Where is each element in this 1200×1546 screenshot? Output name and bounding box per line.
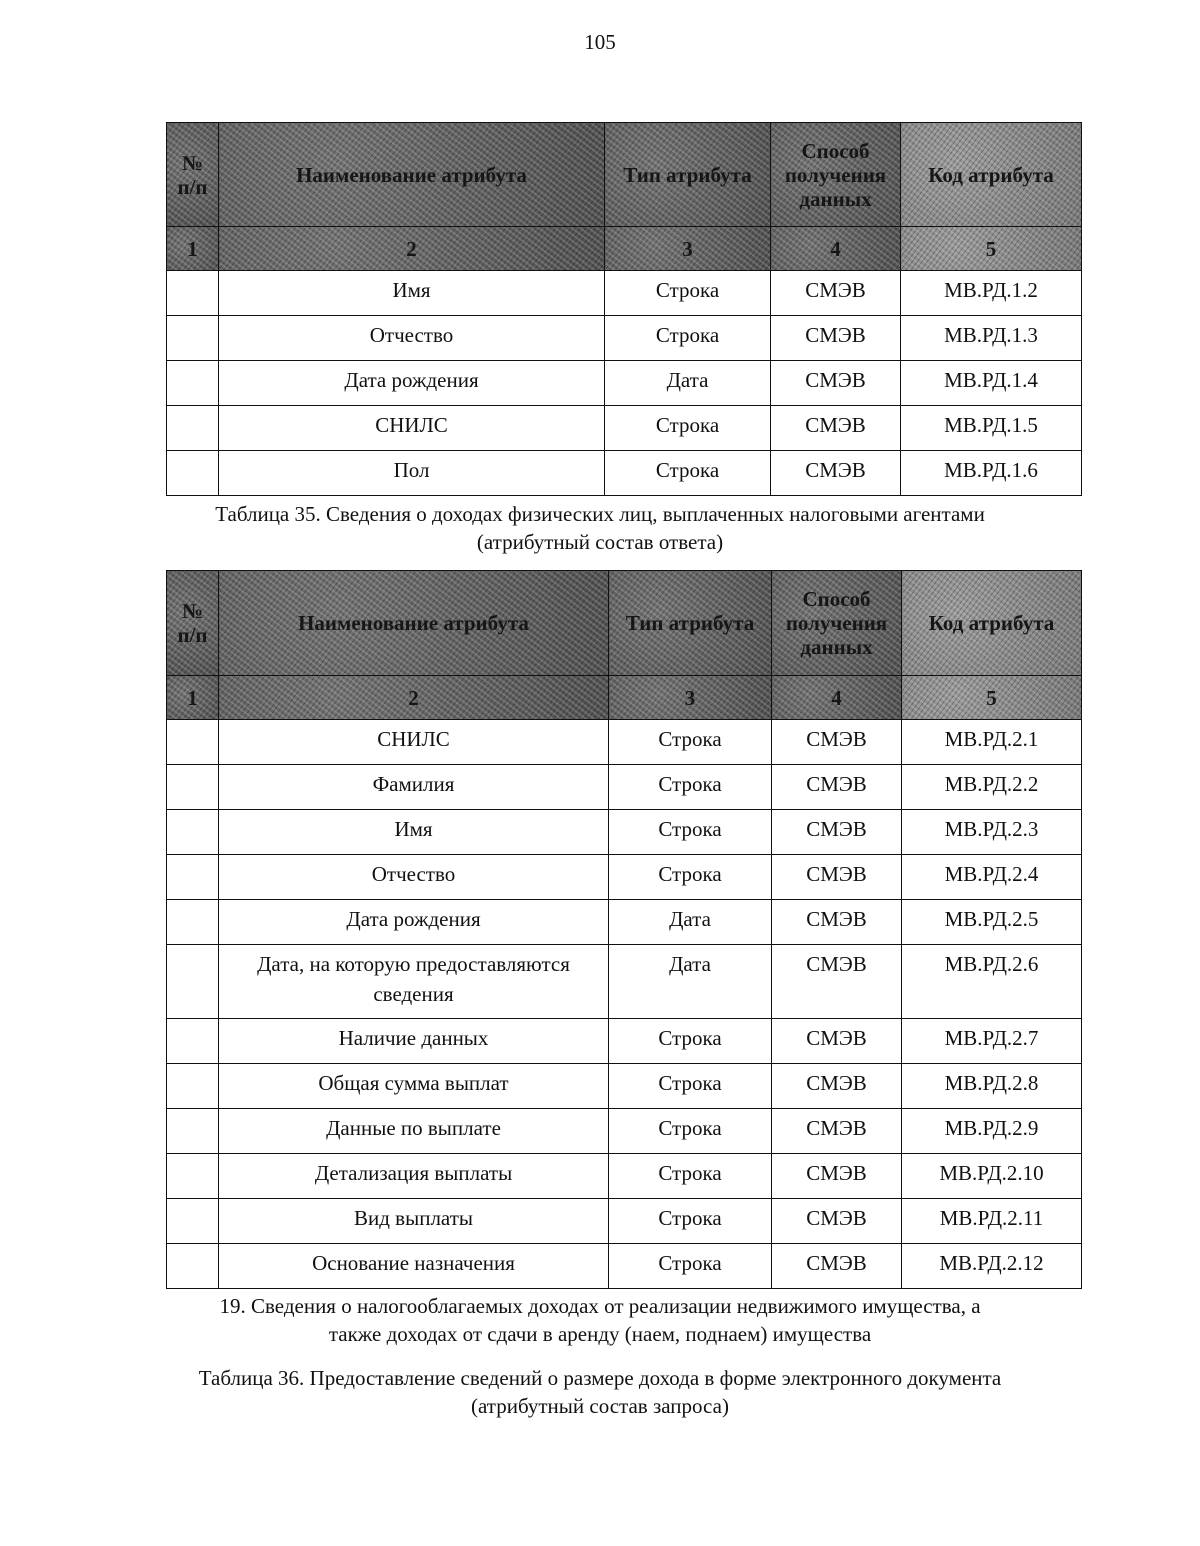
cell-number	[167, 1109, 219, 1154]
cell-type: Строка	[609, 810, 772, 855]
column-number-cell: 5	[901, 227, 1082, 271]
cell-name: Детализация выплаты	[219, 1154, 609, 1199]
cell-code: МВ.РД.2.7	[902, 1019, 1082, 1064]
cell-source: СМЭВ	[772, 855, 902, 900]
cell-number	[167, 765, 219, 810]
section-heading-line: 19. Сведения о налогооблагаемых доходах от реализации недвижимого имущества, а	[219, 1294, 981, 1318]
page-number: 105	[584, 30, 616, 54]
cell-name: Имя	[219, 810, 609, 855]
caption-line: Таблица 36. Предоставление сведений о размере дохода в форме электронного документа	[198, 1366, 1002, 1390]
cell-source: СМЭВ	[771, 451, 901, 496]
cell-type: Строка	[609, 720, 772, 765]
column-number-cell: 3	[609, 676, 772, 720]
cell-source: СМЭВ	[771, 361, 901, 406]
header-cell-name: Наименование атрибута	[219, 571, 609, 676]
table-35-caption	[0, 500, 1200, 556]
table-attributes-1	[166, 122, 1082, 496]
cell-code: МВ.РД.2.2	[902, 765, 1082, 810]
cell-code: МВ.РД.2.1	[902, 720, 1082, 765]
table-attributes-35	[166, 570, 1082, 1289]
cell-source: СМЭВ	[772, 1154, 902, 1199]
cell-name: Дата рождения	[219, 361, 605, 406]
cell-code: МВ.РД.1.6	[901, 451, 1082, 496]
cell-code: МВ.РД.1.2	[901, 271, 1082, 316]
cell-number	[167, 1154, 219, 1199]
table-row	[167, 1244, 1082, 1289]
cell-source: СМЭВ	[772, 1019, 902, 1064]
table-row	[167, 1019, 1082, 1064]
table-column-numbers-row	[167, 676, 1082, 720]
cell-number	[167, 451, 219, 496]
cell-name: Пол	[219, 451, 605, 496]
cell-name: Основание назначения	[219, 1244, 609, 1289]
column-number-cell: 2	[219, 676, 609, 720]
table-row	[167, 1199, 1082, 1244]
cell-type: Строка	[609, 1244, 772, 1289]
cell-source: СМЭВ	[771, 316, 901, 361]
cell-source: СМЭВ	[772, 720, 902, 765]
cell-source: СМЭВ	[772, 765, 902, 810]
cell-number	[167, 720, 219, 765]
cell-type: Строка	[605, 316, 771, 361]
cell-source: СМЭВ	[772, 1064, 902, 1109]
cell-number	[167, 1064, 219, 1109]
cell-name: Дата рождения	[219, 900, 609, 945]
header-cell-number: № п/п	[167, 571, 219, 676]
cell-code: МВ.РД.1.3	[901, 316, 1082, 361]
table-row	[167, 271, 1082, 316]
cell-name: Отчество	[219, 855, 609, 900]
cell-source: СМЭВ	[772, 1199, 902, 1244]
cell-number	[167, 1244, 219, 1289]
column-number-cell: 1	[167, 676, 219, 720]
cell-number	[167, 900, 219, 945]
cell-number	[167, 1199, 219, 1244]
cell-code: МВ.РД.2.11	[902, 1199, 1082, 1244]
caption-line: (атрибутный состав ответа)	[476, 530, 724, 554]
cell-code: МВ.РД.2.3	[902, 810, 1082, 855]
cell-type: Строка	[605, 406, 771, 451]
table-row	[167, 720, 1082, 765]
cell-name: Наличие данных	[219, 1019, 609, 1064]
cell-name: Общая сумма выплат	[219, 1064, 609, 1109]
cell-name: Имя	[219, 271, 605, 316]
cell-type: Строка	[609, 1064, 772, 1109]
column-number-cell: 2	[219, 227, 605, 271]
cell-source: СМЭВ	[772, 900, 902, 945]
cell-source: СМЭВ	[772, 1109, 902, 1154]
section-heading-line: также доходах от сдачи в аренду (наем, поднаем) имущества	[328, 1322, 872, 1346]
cell-code: МВ.РД.2.5	[902, 900, 1082, 945]
cell-number	[167, 810, 219, 855]
cell-type: Дата	[609, 945, 772, 1019]
table-row	[167, 406, 1082, 451]
cell-source: СМЭВ	[772, 1244, 902, 1289]
cell-name: СНИЛС	[219, 406, 605, 451]
cell-type: Строка	[609, 855, 772, 900]
table-row	[167, 855, 1082, 900]
cell-name: Отчество	[219, 316, 605, 361]
table-row	[167, 900, 1082, 945]
table-row	[167, 361, 1082, 406]
table-header-row	[167, 571, 1082, 676]
cell-type: Строка	[609, 1019, 772, 1064]
table-36-caption	[0, 1364, 1200, 1420]
cell-type: Строка	[609, 1199, 772, 1244]
header-cell-number: № п/п	[167, 123, 219, 227]
cell-code: МВ.РД.2.4	[902, 855, 1082, 900]
cell-code: МВ.РД.2.12	[902, 1244, 1082, 1289]
caption-line: Таблица 35. Сведения о доходах физических лиц, выплаченных налоговыми агентами	[215, 502, 985, 526]
header-cell-source: Способ получения данных	[772, 571, 902, 676]
cell-type: Строка	[605, 271, 771, 316]
cell-number	[167, 855, 219, 900]
header-cell-code: Код атрибута	[901, 123, 1082, 227]
cell-number	[167, 361, 219, 406]
header-cell-type: Тип атрибута	[605, 123, 771, 227]
table-row	[167, 810, 1082, 855]
cell-code: МВ.РД.2.8	[902, 1064, 1082, 1109]
header-cell-name: Наименование атрибута	[219, 123, 605, 227]
table-row	[167, 945, 1082, 1019]
cell-type: Строка	[609, 1109, 772, 1154]
table-row	[167, 1154, 1082, 1199]
header-cell-code: Код атрибута	[902, 571, 1082, 676]
column-number-cell: 4	[772, 676, 902, 720]
cell-name: Дата, на которую предоставляются сведения	[219, 945, 609, 1019]
cell-code: МВ.РД.2.9	[902, 1109, 1082, 1154]
section-19-heading	[0, 1292, 1200, 1348]
cell-name: Данные по выплате	[219, 1109, 609, 1154]
table-row	[167, 1064, 1082, 1109]
table-row	[167, 1109, 1082, 1154]
cell-source: СМЭВ	[771, 271, 901, 316]
cell-type: Строка	[609, 1154, 772, 1199]
cell-type: Строка	[605, 451, 771, 496]
column-number-cell: 3	[605, 227, 771, 271]
cell-number	[167, 316, 219, 361]
cell-name: Фамилия	[219, 765, 609, 810]
cell-name: СНИЛС	[219, 720, 609, 765]
table-column-numbers-row	[167, 227, 1082, 271]
cell-code: МВ.РД.2.6	[902, 945, 1082, 1019]
table-row	[167, 765, 1082, 810]
cell-source: СМЭВ	[772, 810, 902, 855]
column-number-cell: 1	[167, 227, 219, 271]
cell-source: СМЭВ	[771, 406, 901, 451]
column-number-cell: 5	[902, 676, 1082, 720]
cell-code: МВ.РД.1.4	[901, 361, 1082, 406]
cell-source: СМЭВ	[772, 945, 902, 1019]
cell-code: МВ.РД.2.10	[902, 1154, 1082, 1199]
header-cell-source: Способ получения данных	[771, 123, 901, 227]
table-header-row	[167, 123, 1082, 227]
cell-number	[167, 1019, 219, 1064]
cell-number	[167, 406, 219, 451]
cell-number	[167, 945, 219, 1019]
column-number-cell: 4	[771, 227, 901, 271]
table-row	[167, 451, 1082, 496]
cell-name: Вид выплаты	[219, 1199, 609, 1244]
cell-type: Дата	[609, 900, 772, 945]
caption-line: (атрибутный состав запроса)	[471, 1394, 729, 1418]
cell-code: МВ.РД.1.5	[901, 406, 1082, 451]
cell-type: Строка	[609, 765, 772, 810]
header-cell-type: Тип атрибута	[609, 571, 772, 676]
cell-number	[167, 271, 219, 316]
cell-type: Дата	[605, 361, 771, 406]
table-row	[167, 316, 1082, 361]
